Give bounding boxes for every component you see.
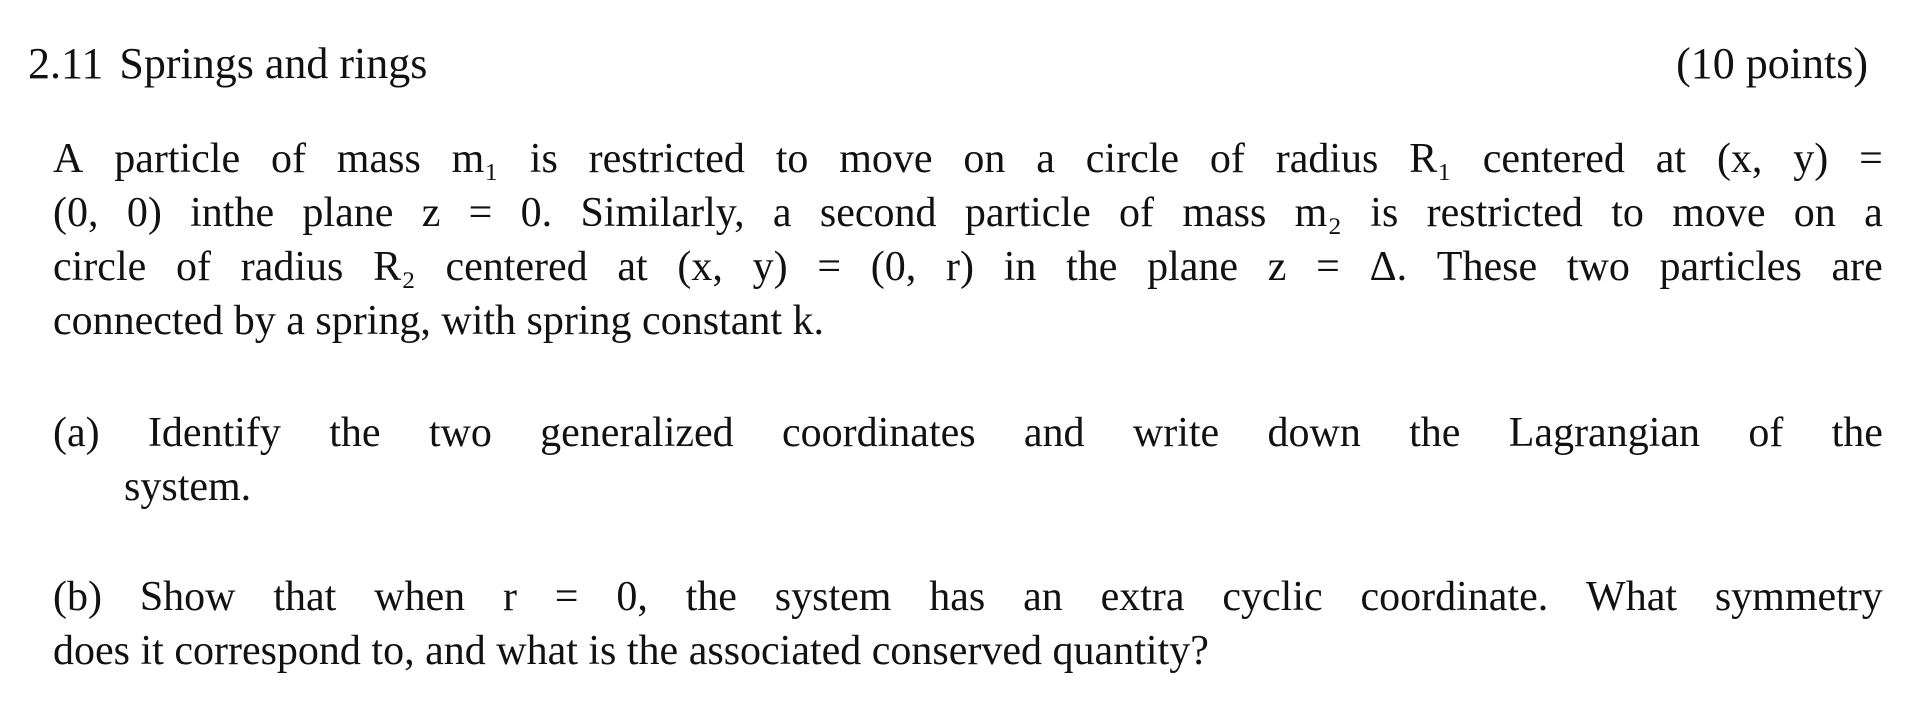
word: an (1023, 574, 1063, 620)
word: m₂ (1294, 190, 1342, 236)
word: (a) (53, 410, 100, 456)
problem-points: (10 points) (1676, 39, 1868, 88)
word: the (329, 410, 381, 456)
word: What (1586, 574, 1677, 620)
word: centered (1482, 136, 1625, 182)
word: on (963, 136, 1006, 182)
word: particle (964, 190, 1091, 236)
word: (0, (870, 244, 917, 290)
word: is (1370, 190, 1399, 236)
word: radius (1275, 136, 1379, 182)
word: the (1066, 244, 1118, 290)
word: R₂ (373, 244, 416, 290)
word: plane (302, 190, 394, 236)
word: 0. (520, 190, 553, 236)
word: move (1672, 190, 1766, 236)
word: 0) (126, 190, 162, 236)
word: z (421, 190, 441, 236)
word: at (617, 244, 648, 290)
word: two (1566, 244, 1630, 290)
word: extra (1100, 574, 1185, 620)
problem-header (28, 36, 1868, 92)
word: circle (53, 244, 147, 290)
word: the (1831, 410, 1883, 456)
word: Show (139, 574, 236, 620)
word: to (775, 136, 809, 182)
word: inthe (190, 190, 275, 236)
word: of (1209, 136, 1245, 182)
intro-line-4: connected by a spring, with spring constant k. (53, 298, 825, 344)
word: of (1748, 410, 1784, 456)
word: two (428, 410, 492, 456)
word: system (774, 574, 892, 620)
word: (x, (1716, 136, 1763, 182)
word: when (374, 574, 466, 620)
word: (b) (53, 574, 102, 620)
word: a (772, 190, 792, 236)
word: mass (336, 136, 421, 182)
word: y) (752, 244, 788, 290)
word: move (839, 136, 933, 182)
word: that (273, 574, 337, 620)
question-part-b (53, 570, 1883, 678)
intro-line-2 (53, 186, 1883, 240)
word: generalized (540, 410, 734, 456)
problem-title: Springs and rings (119, 39, 428, 88)
word: z (1267, 244, 1287, 290)
word: centered (445, 244, 588, 290)
word: in (1003, 244, 1037, 290)
word: to (1611, 190, 1644, 236)
word: (0, (53, 190, 99, 236)
word: symmetry (1714, 574, 1883, 620)
word: These (1436, 244, 1538, 290)
word: restricted (588, 136, 745, 182)
word: circle (1085, 136, 1180, 182)
word: of (175, 244, 211, 290)
word: cyclic (1222, 574, 1323, 620)
word: second (819, 190, 937, 236)
word: coordinates (782, 410, 976, 456)
word: = (817, 244, 842, 290)
word: coordinate. (1360, 574, 1549, 620)
word: plane (1147, 244, 1239, 290)
word: (x, (677, 244, 723, 290)
word: at (1655, 136, 1687, 182)
problem-number: 2.11 (28, 39, 104, 88)
word: Δ. (1369, 244, 1408, 290)
word: write (1132, 410, 1220, 456)
word: a (1036, 136, 1055, 182)
word: m₁ (451, 136, 499, 182)
word: is (529, 136, 558, 182)
intro-line-3 (53, 240, 1883, 294)
part-a-line-2: system. (124, 464, 252, 510)
word: = (1859, 136, 1883, 182)
word: the (685, 574, 737, 620)
word: r (502, 574, 517, 620)
word: Lagrangian (1508, 410, 1701, 456)
word: of (270, 136, 306, 182)
part-b-line-2: does it correspond to, and what is the associated conserved quantity? (53, 628, 1209, 674)
word: 0, (616, 574, 648, 620)
word: has (929, 574, 986, 620)
word: a (1864, 190, 1883, 236)
word: particle (114, 136, 241, 182)
word: = (554, 574, 579, 620)
word: are (1831, 244, 1883, 290)
word: and (1023, 410, 1085, 456)
word: restricted (1426, 190, 1583, 236)
word: radius (240, 244, 344, 290)
word: of (1119, 190, 1155, 236)
part-b-line-1 (53, 570, 1883, 624)
word: y) (1793, 136, 1829, 182)
problem-statement (53, 132, 1883, 348)
word: A (53, 136, 84, 182)
word: r) (945, 244, 974, 290)
word: the (1409, 410, 1461, 456)
word: on (1793, 190, 1836, 236)
word: Identify (147, 410, 281, 456)
word: Similarly, (580, 190, 745, 236)
part-a-line-1 (53, 406, 1883, 460)
question-part-a (53, 406, 1883, 514)
word: down (1267, 410, 1361, 456)
word: = (1316, 244, 1340, 290)
word: mass (1182, 190, 1267, 236)
word: = (468, 190, 493, 236)
word: particles (1659, 244, 1802, 290)
word: R₁ (1409, 136, 1452, 182)
intro-line-1 (53, 132, 1883, 186)
problem-heading (28, 36, 427, 92)
